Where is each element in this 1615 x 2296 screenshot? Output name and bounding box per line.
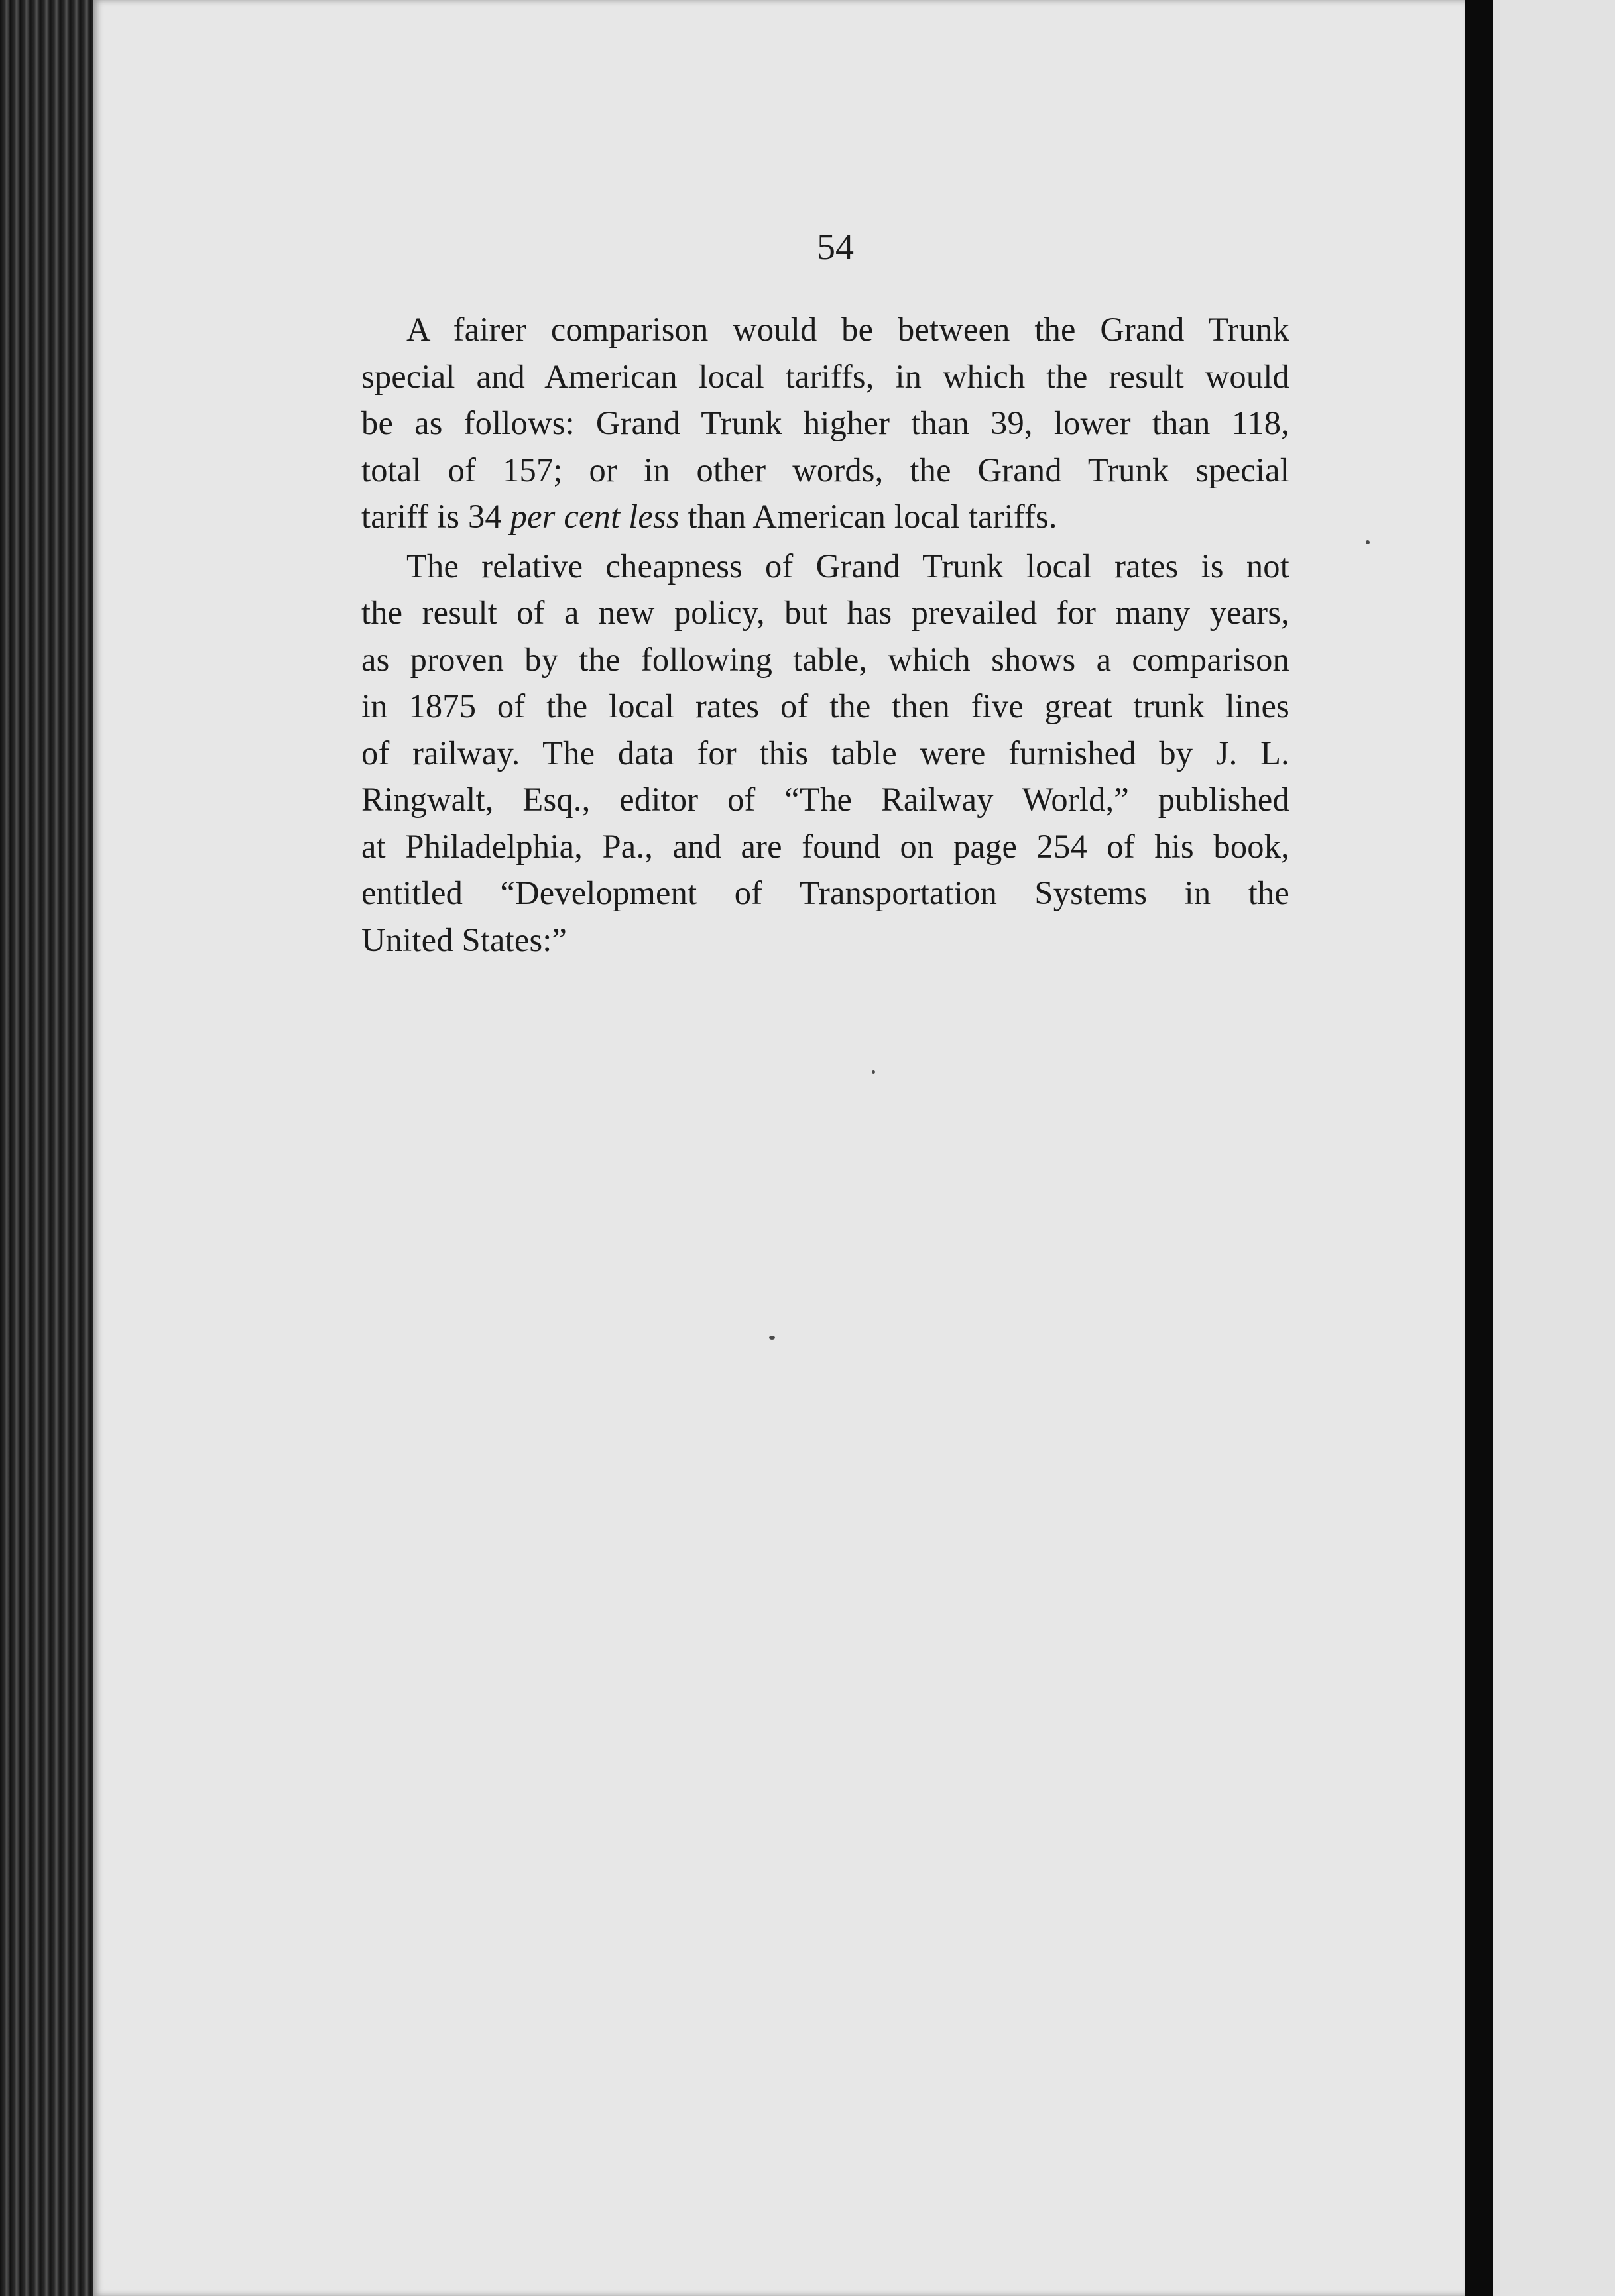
paragraph-1-line: be as follows: Grand Trunk higher than 39, lower than 118, — [361, 404, 1289, 441]
paragraph-2-last-line: United States:” — [361, 921, 568, 958]
page-number: 54 — [817, 227, 854, 268]
paragraph-2-line: entitled “Development of Transportation Systems in the — [361, 874, 1289, 911]
book-page-edge — [0, 0, 99, 2296]
paragraph-2-line: Ringwalt, Esq., editor of “The Railway World,” published — [361, 781, 1289, 818]
paragraph-2-line: the result of a new policy, but has prevailed for many years, — [361, 594, 1289, 631]
paragraph-2-line: in 1875 of the local rates of the then five great trunk lines — [361, 687, 1289, 724]
scan-speck — [769, 1336, 775, 1340]
paragraph-2-line: of railway. The data for this table were furnished by J. L. — [361, 734, 1289, 772]
paragraph-1-line: total of 157; or in other words, the Grand Trunk special — [361, 451, 1289, 488]
paragraph-2-line: as proven by the following table, which shows a comparison — [361, 640, 1289, 678]
scan-speck — [1366, 540, 1370, 544]
page-gutter — [1465, 0, 1493, 2296]
paragraph-2-line: at Philadelphia, Pa., and are found on page 254 of his book, — [361, 827, 1289, 865]
paragraph-1-line: special and American local tariffs, in which the result would — [361, 357, 1289, 395]
emphasized-text: per cent less — [510, 498, 680, 535]
paragraph-1-last-line — [361, 493, 1289, 540]
scan-speck — [872, 1070, 875, 1074]
next-page-edge — [1493, 0, 1615, 2296]
paragraph-2-line: The relative cheapness of Grand Trunk local rates is not — [406, 547, 1289, 585]
paragraph-1-text: tariff is 34 — [361, 498, 502, 535]
paragraph-1-line: A fairer comparison would be between the Grand Trunk — [406, 311, 1289, 348]
paragraph-1-text: than American local tariffs. — [688, 498, 1057, 535]
body-text — [361, 306, 1289, 963]
